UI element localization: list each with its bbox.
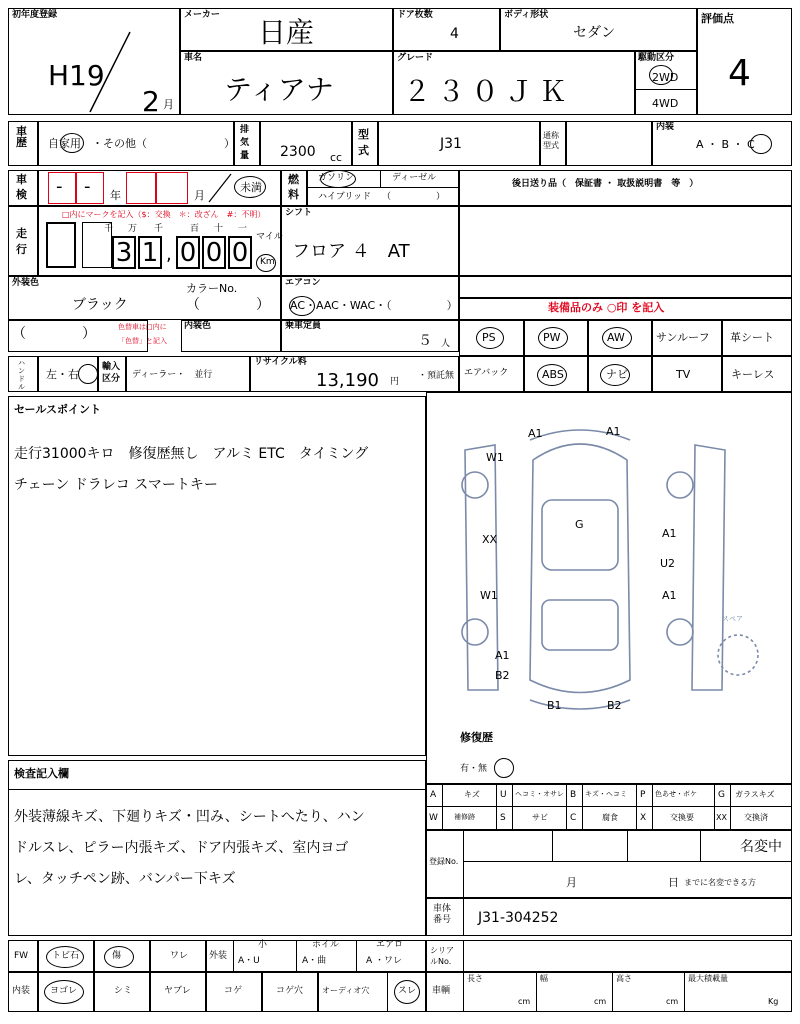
common-model-box <box>566 121 652 166</box>
rating-value: 4 <box>728 53 751 94</box>
shift-value: フロア ４ AT <box>292 241 410 262</box>
shaken-year-unit: 年 <box>110 189 121 202</box>
repaint-paren: （ ） <box>12 326 96 342</box>
legend-desc: ガラスキズ <box>735 790 775 799</box>
mark-g-roof: G <box>575 518 584 531</box>
weight-label: 最大積載量 <box>688 974 728 983</box>
equip-pw: PW <box>543 331 561 344</box>
fuel-hybrid: ハイブリッド <box>318 192 372 202</box>
legend-code: P <box>640 790 646 800</box>
interior-item-circle <box>394 980 420 1004</box>
interior-item: コゲ穴 <box>276 986 304 996</box>
drive-4wd: 4WD <box>652 97 679 110</box>
equip-tv: TV <box>676 368 691 381</box>
recycle-value: 13,190 <box>316 370 379 391</box>
equip-navi-circle <box>600 364 630 386</box>
inspection-line1: 外装薄線キズ、下廻りキズ・凹み、シートへたり、ハン <box>14 809 365 825</box>
recycle-unit: 円 <box>390 377 400 387</box>
legend-desc: サビ <box>532 813 548 822</box>
color-no-label: カラーNo. <box>186 282 238 295</box>
interior-label: 内装 <box>656 122 675 132</box>
common-model-label: 通称型式 <box>543 131 559 150</box>
legend-desc: 補修跡 <box>454 813 475 821</box>
shaken-month-1 <box>126 172 156 204</box>
car-right-side <box>692 445 725 690</box>
equip-pw-circle <box>538 327 568 349</box>
shaken-none: 未満 <box>240 181 262 194</box>
fuel-vdivider <box>380 170 381 188</box>
inspection-line3: レ、タッチペン跡、バンパー下キズ <box>14 871 236 887</box>
mileage-note: □内にマークを記入（$：交換 ＊：改ざん #：不明） <box>62 210 266 219</box>
length-label: 長さ <box>467 974 483 983</box>
doors-label: ドア枚数 <box>397 10 433 20</box>
equip-ps: PS <box>482 331 496 344</box>
reg-year: H19 <box>48 59 105 92</box>
interior-item: ヨゴレ <box>50 986 78 996</box>
registration-deadline: までに名変できる方 <box>684 878 756 887</box>
spare-label: スペア <box>722 615 743 623</box>
mile-label: マイル <box>256 232 283 242</box>
registration-label: 登録No. <box>429 857 459 866</box>
mark-b2-rear: B2 <box>495 669 510 682</box>
inspection-line2: ドルスレ、ピラー内張キズ、ドア内張キズ、室内ヨゴ <box>14 840 349 856</box>
shaken-y1: - <box>56 176 63 197</box>
handle-value: 左・右 <box>46 368 79 381</box>
legend-code: A <box>430 790 437 800</box>
wheel-split <box>356 940 357 972</box>
displacement-label: 排気量 <box>240 125 250 161</box>
mark-a1-right: A1 <box>662 527 677 540</box>
mark-b2-bumper: B2 <box>607 699 622 712</box>
exterior-value: A・U <box>238 956 260 966</box>
legend-code: S <box>500 813 506 823</box>
grade-label: グレード <box>397 53 434 63</box>
reg-month: 2 <box>142 85 160 118</box>
unit-4: 百 <box>190 224 200 234</box>
mark-w1-left: W1 <box>480 589 498 602</box>
km-label: Km <box>260 257 275 267</box>
model-label: 型式 <box>358 128 369 157</box>
repaint-note-1: 色替車は□内に <box>118 323 167 331</box>
legend-code: C <box>570 813 577 823</box>
dimension-label: 車輌 <box>432 986 451 996</box>
shaken-none-circle <box>234 176 266 198</box>
legend-table <box>426 784 792 830</box>
exterior-small-label: 小 <box>258 940 268 950</box>
sales-points-line1: 走行31000キロ 修復歴無し アルミ ETC タイミング <box>14 446 369 462</box>
mileage-digit: 1 <box>138 236 162 269</box>
repair-none-circle <box>494 758 514 778</box>
fuel-other: （ ） <box>382 192 446 202</box>
legend-code: X <box>640 813 647 823</box>
handle-label: ハンドル <box>18 359 25 391</box>
doors-value: 4 <box>450 26 459 42</box>
mark-b1-bumper: B1 <box>547 699 562 712</box>
handle-circle <box>78 364 98 384</box>
width-label: 幅 <box>540 974 548 983</box>
interior-item: コゲ <box>224 986 243 996</box>
mark-a1-rear: A1 <box>495 649 510 662</box>
capacity-value: ５ <box>418 333 432 349</box>
equip-aw: AW <box>607 331 625 344</box>
repair-title: 修復歴 <box>460 731 493 744</box>
interior-item: シミ <box>114 986 133 996</box>
name-value: ティアナ <box>224 73 334 106</box>
legend-desc: 色あせ・ボケ <box>655 790 697 798</box>
history-value: 自家用 ・その他（ ） <box>48 137 235 150</box>
aero-value: A ・ワレ <box>366 956 403 966</box>
shaken-label: 車検 <box>16 173 27 201</box>
fw-item-circle <box>104 946 134 968</box>
interior-grades: A ・ B ・ C <box>696 138 755 151</box>
color-value: ブラック <box>72 297 128 313</box>
mileage-prefix-box <box>46 222 76 268</box>
mileage-label: 走行 <box>16 227 27 256</box>
equip-aw-circle <box>602 327 632 349</box>
height-label: 高さ <box>616 974 632 983</box>
equip-leather: 革シート <box>730 331 774 344</box>
interior-item: ヤブレ <box>164 986 191 996</box>
model-value: J31 <box>440 136 462 152</box>
dim-split <box>536 972 537 1012</box>
maker-value: 日産 <box>258 16 315 49</box>
wheel-label: ホイル <box>312 940 340 950</box>
equip-airbag: エアバック <box>464 368 509 378</box>
legend-code: U <box>500 790 507 800</box>
capacity-label: 乗車定員 <box>285 321 322 331</box>
unit-2: 万 <box>128 224 138 234</box>
length-unit: cm <box>518 997 531 1006</box>
capacity-unit: 人 <box>441 339 451 349</box>
interior-label-bottom: 内装 <box>12 986 31 996</box>
reg-month-unit: 月 <box>163 98 174 111</box>
fuel-diesel: ディーゼル <box>392 173 437 183</box>
rating-label: 評価点 <box>701 12 734 25</box>
mark-a1-front-right: A1 <box>606 425 621 438</box>
dim-split <box>684 972 685 1012</box>
interior-item: スレ <box>398 986 417 996</box>
drive-2wd: 2WD <box>652 71 679 84</box>
car-diagram <box>430 400 790 720</box>
sales-points-title: セールスポイント <box>14 403 102 416</box>
serial-label: シリアルNo. <box>430 946 454 966</box>
mileage-digit: 0 <box>228 236 252 269</box>
fw-label: FW <box>14 951 29 961</box>
width-unit: cm <box>594 997 607 1006</box>
fuel-gasoline-circle <box>320 170 356 188</box>
legend-code: W <box>429 813 438 823</box>
height-unit: cm <box>666 997 679 1006</box>
legend-code: G <box>718 790 725 800</box>
fw-item: トビ石 <box>52 951 80 961</box>
fuel-gasoline: ガソリン <box>318 173 355 183</box>
ac-circle <box>289 296 315 316</box>
shaken-month-unit: 月 <box>194 189 205 202</box>
color-label: 外装色 <box>12 278 40 288</box>
docs-detail-box <box>459 206 792 276</box>
vin-value: J31-304252 <box>478 910 559 926</box>
legend-code: B <box>570 790 577 800</box>
ac-value: AC・AAC・WAC・（ ） <box>290 299 458 312</box>
displacement-unit: cc <box>330 151 343 164</box>
mark-a1-right-rear: A1 <box>662 589 677 602</box>
mark-a1-front-left: A1 <box>528 427 543 440</box>
exterior-split <box>296 940 297 972</box>
mileage-digit: 3 <box>112 236 136 269</box>
unit-3: 千 <box>154 224 164 234</box>
repaint-note-2: 「色替」と記入 <box>118 337 167 345</box>
mileage-digit: 0 <box>176 236 200 269</box>
legend-desc: 腐食 <box>602 813 618 822</box>
mark-xx-left: XX <box>482 533 498 546</box>
mileage-comma: , <box>166 244 172 265</box>
shaken-y2: - <box>84 176 91 197</box>
registration-meihen: 名変中 <box>740 839 782 855</box>
exterior-label: 外装 <box>209 951 228 961</box>
shaken-slash <box>205 172 235 204</box>
legend-desc: ヘコミ・オサレ <box>515 790 564 798</box>
color-no-paren: （ ） <box>186 297 270 313</box>
body-value: セダン <box>573 25 616 41</box>
sales-points-line2: チェーン ドラレコ スマートキー <box>14 477 218 493</box>
inspection-title-row <box>8 760 426 790</box>
fuel-label: 燃料 <box>288 173 299 201</box>
interior-color-label: 内装色 <box>184 321 212 331</box>
drive-label: 駆動区分 <box>638 53 675 63</box>
history-circle <box>60 133 84 153</box>
registration-split <box>552 830 628 862</box>
km-circle <box>256 254 276 272</box>
shaken-month-2 <box>156 172 188 204</box>
interior-item-circle <box>44 980 84 1004</box>
equip-abs: ABS <box>542 368 564 381</box>
drive-divider <box>635 89 697 90</box>
registration-month: 月 <box>566 876 577 889</box>
legend-desc: 交換済 <box>744 813 768 822</box>
weight-unit: Kg <box>768 997 779 1006</box>
equipment-header-gap <box>459 276 792 298</box>
displacement-value: 2300 <box>280 144 316 160</box>
equipment-title: 装備品のみ ○印 を記入 <box>548 301 665 314</box>
registration-split-2 <box>700 830 701 862</box>
fw-item: ワレ <box>170 951 189 961</box>
legend-desc: キズ <box>464 790 480 799</box>
shift-label: シフト <box>285 208 313 218</box>
equip-navi: ナビ <box>606 368 628 381</box>
import-label: 輸入区分 <box>102 362 121 384</box>
vin-label: 車体番号 <box>433 904 452 925</box>
mark-u2-right: U2 <box>660 557 676 570</box>
car-top-outline <box>530 444 630 693</box>
recycle-deposit: ・預託無 <box>418 371 455 381</box>
mileage-digit: 0 <box>202 236 226 269</box>
aero-label: エアロ <box>376 940 404 950</box>
inspection-title: 検査記入欄 <box>14 767 69 780</box>
registration-day: 日 <box>668 876 679 889</box>
unit-1: 千 <box>104 224 114 234</box>
ac-label: エアコン <box>285 278 321 288</box>
name-label: 車名 <box>184 53 203 63</box>
wheel-value: A・曲 <box>302 956 327 966</box>
equip-ps-circle <box>476 327 504 349</box>
fw-item-circle <box>46 946 84 968</box>
fw-item: 傷 <box>112 951 122 961</box>
interior-circle <box>750 134 772 154</box>
drive-2wd-circle <box>649 65 673 85</box>
docs-label: 後日送り品（ 保証書 ・ 取扱説明書 等 ） <box>512 179 699 189</box>
maker-label: メーカー <box>184 10 220 20</box>
grade-value: ２３０ＪＫ <box>403 75 574 108</box>
dim-split <box>612 972 613 1012</box>
equip-abs-circle <box>537 364 567 386</box>
interior-item: オーディオ穴 <box>322 986 370 995</box>
unit-6: 一 <box>238 224 248 234</box>
recycle-label: リサイクル料 <box>254 357 307 367</box>
body-label: ボディ形状 <box>504 10 549 20</box>
legend-desc: 交換要 <box>670 813 694 822</box>
serial-box <box>426 940 792 972</box>
import-value: ディーラー・ 並行 <box>132 370 213 380</box>
legend-code: XX <box>716 813 727 822</box>
repair-value: 有・無 <box>460 764 488 774</box>
equip-keyless: キーレス <box>731 368 775 381</box>
unit-5: 十 <box>214 224 224 234</box>
equip-sunroof: サンルーフ <box>656 331 710 344</box>
history-label: 車歴 <box>16 125 27 149</box>
reg-label: 初年度登録 <box>12 10 58 20</box>
reg-slash <box>85 30 135 115</box>
mark-w1-front: W1 <box>486 451 504 464</box>
car-left-side <box>465 445 498 690</box>
legend-desc: キズ・ヘコミ <box>585 790 627 798</box>
